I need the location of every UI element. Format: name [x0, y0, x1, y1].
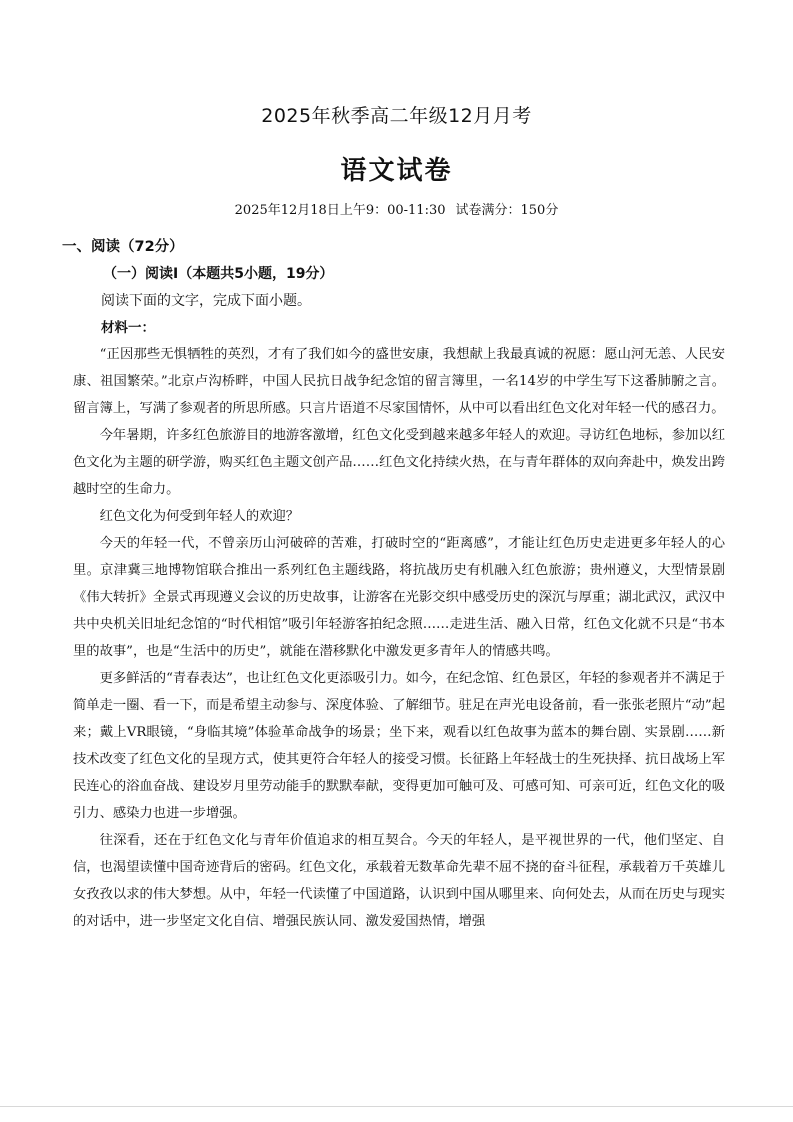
- paragraph: “正因那些无惧牺牲的英烈，才有了我们如今的盛世安康，我想献上我最真诚的祝愿：愿山河无恙、人民安康、祖国繁荣。”北京卢沟桥畔，中国人民抗日战争纪念馆的留言簿里，一名14岁的中学生写下这番肺腑之言。留言簿上，写满了参观者的所思所感。只言片语道不尽家国情怀，从中可以看出红色文化对年轻一代的感召力。: [73, 347, 725, 416]
- exam-time: 2025年12月18日上午9：00-11:30: [234, 203, 446, 218]
- paragraph: 今天的年轻一代，不曾亲历山河破碎的苦难，打破时空的“距离感”，才能让红色历史走进更多年轻人的心里。京津冀三地博物馆联合推出一系列红色主题线路，将抗战历史有机融入红色旅游；贵州遵义，大型情景剧《伟大转折》全景式再现遵义会议的历史故事，让游客在光影交织中感受历史的深沉与厚重；湖北武汉，武汉中共中央机关旧址纪念馆的“时代相馆”吸引年轻游客拍纪念照……走进生活、融入日常，红色文化就不只是“书本里的故事”，也是“生活中的历史”，就能在潜移默化中激发更多青年人的情感共鸣。: [73, 536, 725, 659]
- exam-info: [0, 202, 793, 220]
- full-score: 试卷满分：150分: [455, 203, 559, 218]
- page-divider: [0, 1106, 793, 1107]
- instruction: 阅读下面的文字，完成下面小题。: [101, 293, 311, 309]
- paragraph: 更多鲜活的“青春表达”，也让红色文化更添吸引力。如今，在纪念馆、红色景区，年轻的参观者并不满足于简单走一圈、看一下，而是希望主动参与、深度体验、了解细节。驻足在声光电设备前，看一张张老照片“动”起来；戴上VR眼镜，“身临其境”体验革命战争的场景；坐下来，观看以红色故事为蓝本的舞台剧、实景剧……新技术改变了红色文化的呈现方式，使其更符合年轻人的接受习惯。长征路上年轻战士的生死抉择、抗日战场上军民连心的浴血奋战、建设岁月里劳动能手的默默奉献，变得更加可触可及、可感可知、可亲可近，红色文化的吸引力、感染力也进一步增强。: [73, 671, 725, 821]
- section-heading: 一、阅读（72分）: [62, 239, 184, 255]
- paragraph: 红色文化为何受到年轻人的欢迎？: [99, 509, 300, 524]
- paragraph: 今年暑期，许多红色旅游目的地游客激增，红色文化受到越来越多年轻人的欢迎。寻访红色地标，参加以红色文化为主题的研学游，购买红色主题文创产品……红色文化持续火热，在与青年群体的双向奔赴中，焕发出跨越时空的生命力。: [73, 428, 725, 497]
- passage-body: [73, 341, 725, 935]
- sub-heading: （一）阅读I（本题共5小题，19分）: [103, 266, 334, 282]
- material-label: 材料一：: [101, 320, 155, 336]
- subject-title: 语文试卷: [340, 156, 453, 186]
- exam-title: 2025年秋季高二年级12月月考: [261, 105, 532, 127]
- paragraph: 往深看，还在于红色文化与青年价值追求的相互契合。今天的年轻人，是平视世界的一代，他们坚定、自信，也渴望读懂中国奇迹背后的密码。红色文化，承载着无数革命先辈不屈不挠的奋斗征程，承载着万千英雄儿女孜孜以求的伟大梦想。从中，年轻一代读懂了中国道路，认识到中国从哪里来、向何处去，从而在历史与现实的对话中，进一步坚定文化自信、增强民族认同、激发爱国热情，增强: [73, 833, 725, 929]
